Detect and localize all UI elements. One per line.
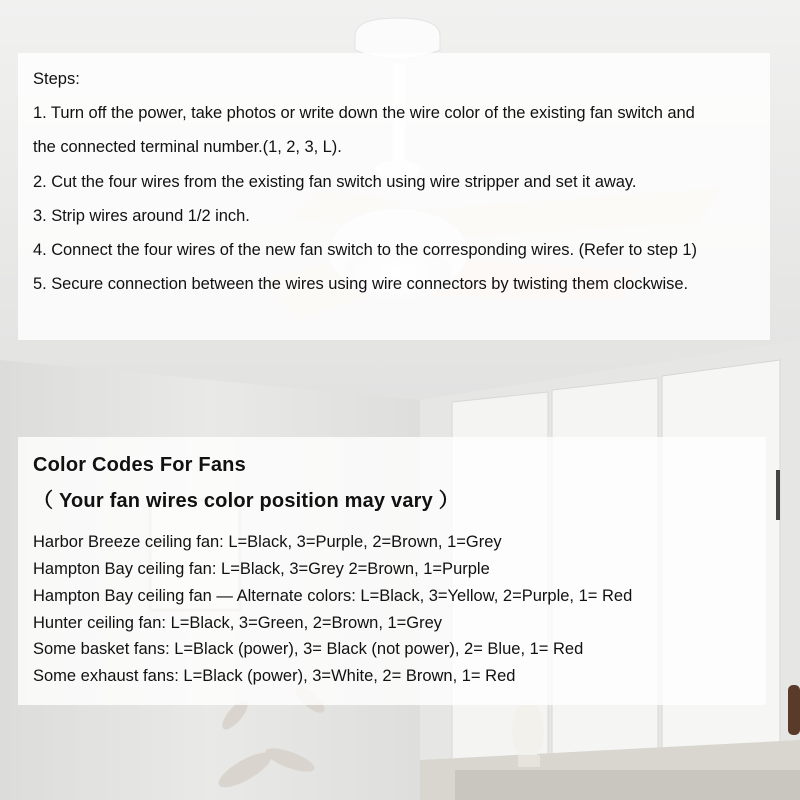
step-line: 5. Secure connection between the wires using wire connectors by twisting them clockwise. [33, 275, 689, 293]
step-line: 1. Turn off the power, take photos or write down the wire color of the existing fan switch and [33, 104, 695, 122]
step-line: 3. Strip wires around 1/2 inch. [33, 207, 250, 225]
color-codes-panel [18, 437, 766, 705]
color-code-line: Hampton Bay ceiling fan — Alternate colors: L=Black, 3=Yellow, 2=Purple, 1= Red [33, 587, 633, 605]
color-code-line: Hunter ceiling fan: L=Black, 3=Green, 2=Brown, 1=Grey [33, 614, 443, 632]
color-code-line: Some exhaust fans: L=Black (power), 3=White, 2= Brown, 1= Red [33, 667, 516, 685]
step-line: 2. Cut the four wires from the existing fan switch using wire stripper and set it away. [33, 173, 637, 191]
color-code-line: Some basket fans: L=Black (power), 3= Black (not power), 2= Blue, 1= Red [33, 640, 584, 658]
color-code-line: Hampton Bay ceiling fan: L=Black, 3=Grey 2=Brown, 1=Purple [33, 560, 490, 578]
steps-heading: Steps: [33, 70, 80, 88]
step-line: the connected terminal number.(1, 2, 3, L). [33, 138, 342, 156]
color-codes-title: Color Codes For Fans [33, 454, 246, 476]
plant-right [788, 685, 800, 735]
color-code-line: Harbor Breeze ceiling fan: L=Black, 3=Purple, 2=Brown, 1=Grey [33, 533, 502, 551]
step-line: 4. Connect the four wires of the new fan switch to the corresponding wires. (Refer to step 1) [33, 241, 697, 259]
color-codes-subtitle: （ Your fan wires color position may vary ） [33, 490, 459, 512]
steps-panel [18, 53, 770, 340]
